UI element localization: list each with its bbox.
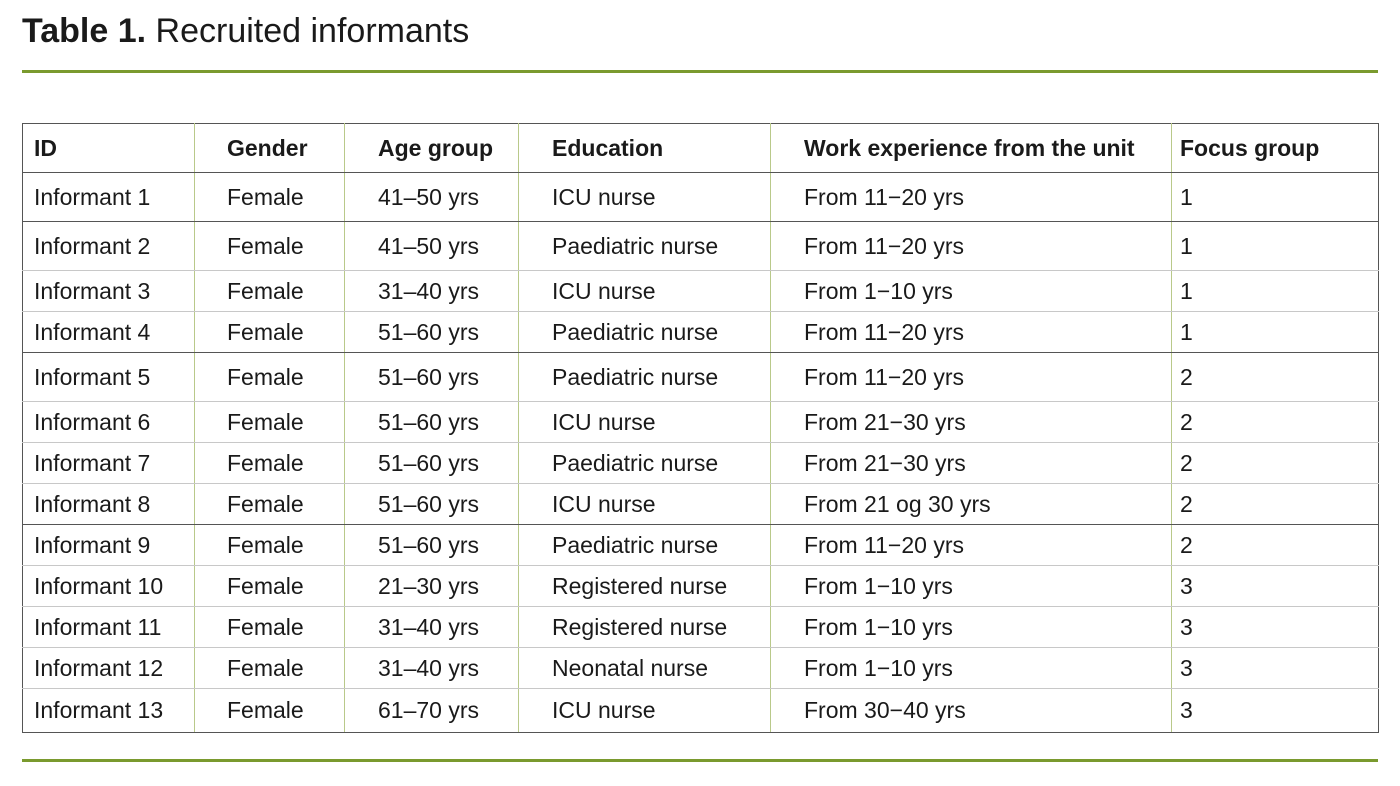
table-header-row (23, 124, 1379, 173)
cell-education: Neonatal nurse (519, 648, 771, 689)
table-row (23, 443, 1379, 484)
cell-age-group: 51–60 yrs (345, 525, 519, 566)
cell-education: Paediatric nurse (519, 222, 771, 271)
cell-age-group: 51–60 yrs (345, 443, 519, 484)
cell-education: ICU nurse (519, 271, 771, 312)
cell-gender: Female (195, 484, 345, 525)
cell-gender: Female (195, 353, 345, 402)
cell-focus-group: 2 (1172, 443, 1379, 484)
cell-id: Informant 2 (23, 222, 195, 271)
cell-id: Informant 1 (23, 173, 195, 222)
cell-age-group: 41–50 yrs (345, 222, 519, 271)
table-row (23, 648, 1379, 689)
cell-id: Informant 8 (23, 484, 195, 525)
cell-gender: Female (195, 566, 345, 607)
cell-education: Registered nurse (519, 566, 771, 607)
cell-education: Paediatric nurse (519, 353, 771, 402)
bottom-divider (22, 759, 1378, 762)
table-row (23, 173, 1379, 222)
cell-work-experience: From 11−20 yrs (771, 353, 1172, 402)
cell-work-experience: From 11−20 yrs (771, 222, 1172, 271)
cell-education: ICU nurse (519, 689, 771, 733)
cell-age-group: 51–60 yrs (345, 353, 519, 402)
table-row (23, 525, 1379, 566)
cell-focus-group: 1 (1172, 271, 1379, 312)
cell-gender: Female (195, 689, 345, 733)
cell-work-experience: From 11−20 yrs (771, 173, 1172, 222)
cell-education: Registered nurse (519, 607, 771, 648)
header-education: Education (519, 124, 771, 173)
cell-gender: Female (195, 402, 345, 443)
table-row (23, 222, 1379, 271)
cell-education: ICU nurse (519, 484, 771, 525)
cell-age-group: 51–60 yrs (345, 402, 519, 443)
cell-focus-group: 3 (1172, 689, 1379, 733)
cell-focus-group: 3 (1172, 566, 1379, 607)
header-gender: Gender (195, 124, 345, 173)
table-caption-label: Table 1. (22, 12, 147, 50)
cell-focus-group: 2 (1172, 484, 1379, 525)
cell-education: Paediatric nurse (519, 312, 771, 353)
cell-id: Informant 7 (23, 443, 195, 484)
cell-education: Paediatric nurse (519, 443, 771, 484)
cell-age-group: 61–70 yrs (345, 689, 519, 733)
cell-id: Informant 6 (23, 402, 195, 443)
cell-gender: Female (195, 312, 345, 353)
header-id: ID (23, 124, 195, 173)
cell-gender: Female (195, 648, 345, 689)
table-row (23, 607, 1379, 648)
cell-id: Informant 9 (23, 525, 195, 566)
table-row (23, 271, 1379, 312)
header-age-group: Age group (345, 124, 519, 173)
cell-focus-group: 1 (1172, 222, 1379, 271)
cell-education: Paediatric nurse (519, 525, 771, 566)
cell-focus-group: 1 (1172, 312, 1379, 353)
cell-work-experience: From 11−20 yrs (771, 312, 1172, 353)
top-divider (22, 70, 1378, 73)
cell-id: Informant 3 (23, 271, 195, 312)
table-row (23, 689, 1379, 733)
cell-work-experience: From 1−10 yrs (771, 648, 1172, 689)
cell-work-experience: From 11−20 yrs (771, 525, 1172, 566)
cell-age-group: 51–60 yrs (345, 312, 519, 353)
cell-id: Informant 12 (23, 648, 195, 689)
cell-work-experience: From 21−30 yrs (771, 402, 1172, 443)
cell-focus-group: 2 (1172, 402, 1379, 443)
cell-gender: Female (195, 525, 345, 566)
cell-work-experience: From 30−40 yrs (771, 689, 1172, 733)
cell-age-group: 41–50 yrs (345, 173, 519, 222)
cell-focus-group: 2 (1172, 353, 1379, 402)
cell-age-group: 31–40 yrs (345, 607, 519, 648)
informants-table (22, 123, 1379, 733)
cell-focus-group: 3 (1172, 607, 1379, 648)
cell-age-group: 21–30 yrs (345, 566, 519, 607)
cell-work-experience: From 21−30 yrs (771, 443, 1172, 484)
cell-education: ICU nurse (519, 402, 771, 443)
table-caption-title: Recruited informants (155, 12, 470, 50)
cell-age-group: 51–60 yrs (345, 484, 519, 525)
cell-work-experience: From 1−10 yrs (771, 607, 1172, 648)
cell-gender: Female (195, 271, 345, 312)
table-row (23, 484, 1379, 525)
cell-focus-group: 3 (1172, 648, 1379, 689)
cell-gender: Female (195, 222, 345, 271)
cell-gender: Female (195, 173, 345, 222)
cell-focus-group: 1 (1172, 173, 1379, 222)
cell-age-group: 31–40 yrs (345, 271, 519, 312)
cell-id: Informant 5 (23, 353, 195, 402)
cell-work-experience: From 1−10 yrs (771, 566, 1172, 607)
cell-id: Informant 10 (23, 566, 195, 607)
table-row (23, 312, 1379, 353)
cell-id: Informant 11 (23, 607, 195, 648)
header-focus-group: Focus group (1172, 124, 1379, 173)
cell-gender: Female (195, 443, 345, 484)
cell-work-experience: From 1−10 yrs (771, 271, 1172, 312)
cell-work-experience: From 21 og 30 yrs (771, 484, 1172, 525)
table-row (23, 353, 1379, 402)
cell-education: ICU nurse (519, 173, 771, 222)
cell-focus-group: 2 (1172, 525, 1379, 566)
cell-id: Informant 13 (23, 689, 195, 733)
table-row (23, 402, 1379, 443)
table-caption (22, 8, 469, 54)
header-work-experience: Work experience from the unit (771, 124, 1172, 173)
cell-id: Informant 4 (23, 312, 195, 353)
table-row (23, 566, 1379, 607)
cell-gender: Female (195, 607, 345, 648)
cell-age-group: 31–40 yrs (345, 648, 519, 689)
